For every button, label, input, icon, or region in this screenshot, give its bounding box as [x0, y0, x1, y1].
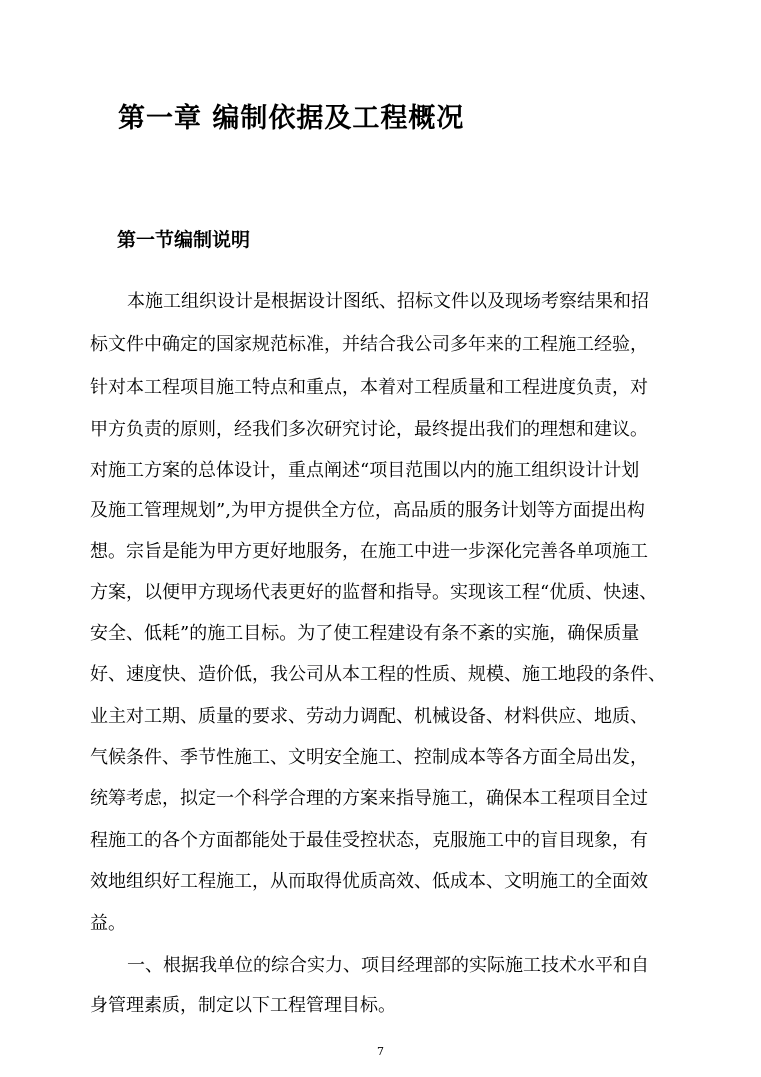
- paragraph-line: 本施工组织设计是根据设计图纸、招标文件以及现场考察结果和招: [127, 291, 649, 312]
- paragraph-line: 标文件中确定的国家规范标准，并结合我公司多年来的工程施工经验，: [90, 334, 648, 355]
- paragraph-line: 对施工方案的总体设计，重点阐述“项目范围以内的施工组织设计计划: [90, 460, 640, 481]
- paragraph-line: 效地组织好工程施工，从而取得优质高效、低成本、文明施工的全面效: [90, 871, 648, 892]
- paragraph-line: 气候条件、季节性施工、文明安全施工、控制成本等各方面全局出发，: [90, 747, 648, 768]
- paragraph-line: 针对本工程项目施工特点和重点，本着对工程质量和工程进度负责，对: [90, 377, 648, 398]
- paragraph-line: 业主对工期、质量的要求、劳动力调配、机械设备、材料供应、地质、: [90, 706, 648, 727]
- page-number: 7: [377, 1045, 384, 1058]
- paragraph-line: 方案，以便甲方现场代表更好的监督和指导。实现该工程“优质、快速、: [90, 582, 658, 603]
- paragraph-line: 甲方负责的原则，经我们多次研究讨论，最终提出我们的理想和建议。: [90, 419, 648, 440]
- chapter-title: 第一章 编制依据及工程概况: [118, 103, 465, 134]
- paragraph-line: 统筹考虑，拟定一个科学合理的方案来指导施工，确保本工程项目全过: [90, 788, 648, 809]
- section-title: 第一节编制说明: [117, 229, 251, 251]
- paragraph-line: 想。宗旨是能为甲方更好地服务，在施工中进一步深化完善各单项施工: [90, 541, 648, 562]
- paragraph-line: 好、速度快、造价低，我公司从本工程的性质、规模、施工地段的条件、: [90, 664, 666, 685]
- paragraph-line: 及施工管理规划”,为甲方提供全方位，高品质的服务计划等方面提出构: [90, 500, 645, 521]
- paragraph-line: 一、根据我单位的综合实力、项目经理部的实际施工技术水平和自: [127, 955, 649, 976]
- paragraph-line: 身管理素质，制定以下工程管理目标。: [90, 995, 396, 1016]
- paragraph-line: 程施工的各个方面都能处于最佳受控状态，克服施工中的盲目现象，有: [90, 830, 648, 851]
- paragraph-line: 安全、低耗”的施工目标。为了使工程建设有条不紊的实施，确保质量: [90, 623, 640, 644]
- paragraph-line: 益。: [90, 913, 126, 934]
